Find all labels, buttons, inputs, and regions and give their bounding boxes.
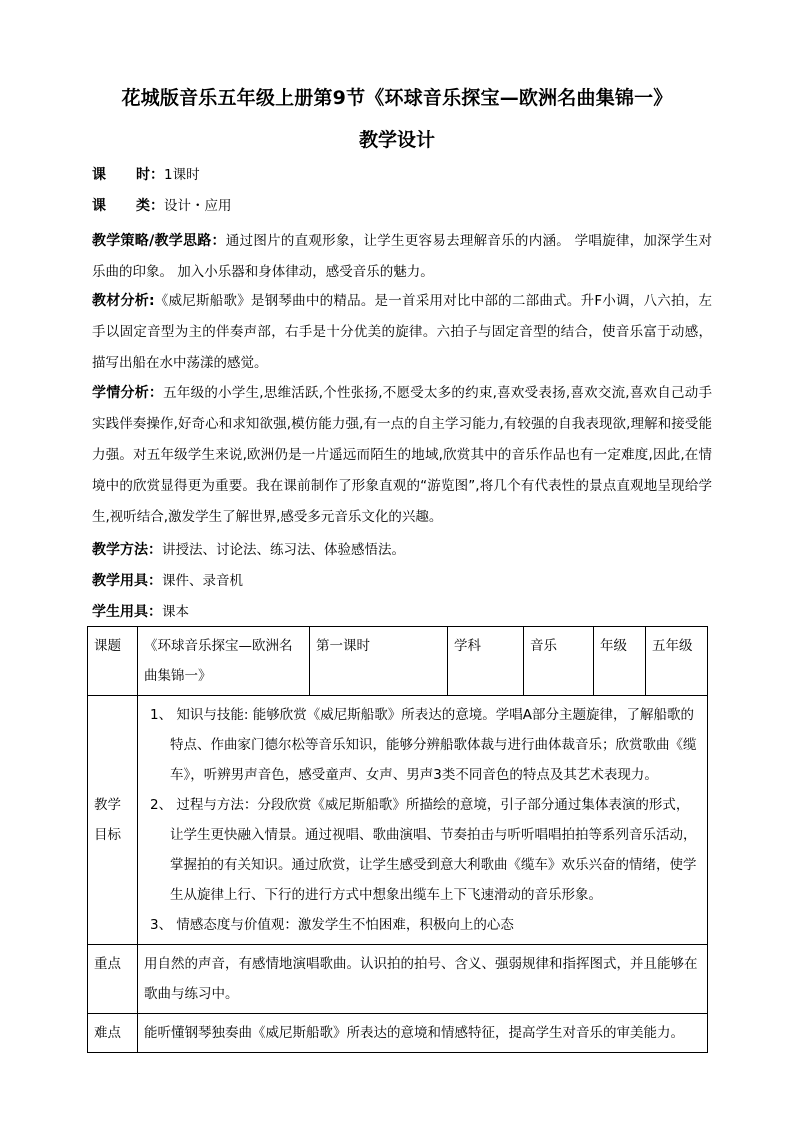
tools-line (92, 566, 712, 597)
class-hours-label-b: 时： (136, 167, 164, 183)
objectives-cell (138, 696, 708, 945)
method-text: 讲授法、讨论法、练习法、体验感悟法。 (162, 542, 405, 558)
material-label: 教材分析: (92, 293, 155, 309)
document-subtitle: 教学设计 (358, 129, 435, 151)
class-type-value: 设计・应用 (164, 198, 232, 214)
class-hours-label-a: 课 (92, 167, 106, 183)
table-cell-grade-value: 五年级 (646, 627, 708, 696)
lesson-plan-table (87, 626, 708, 1053)
objective-item: 3、 情感态度与价值观：激发学生不怕困难，积极向上的心态 (150, 917, 514, 933)
table-cell-subject-label: 学科 (448, 627, 524, 696)
strategy-text: 通过图片的直观形象，让学生更容易去理解音乐的内涵。 学唱旋律，加深学生对乐曲的印象。 加入小乐器和身体律动，感受音乐的魅力。 (92, 233, 712, 280)
class-hours-line (92, 160, 712, 191)
student-tools-line (92, 597, 712, 628)
class-type-label-a: 课 (92, 198, 106, 214)
table-row (88, 627, 708, 696)
method-line (92, 535, 712, 566)
keypoint-text: 用自然的声音，有感情地演唱歌曲。认识拍的拍号、含义、强弱规律和指挥图式，并且能够在歌曲与练习中。 (138, 945, 708, 1014)
class-hours-value: 1课时 (164, 167, 200, 183)
document-title: 花城版音乐五年级上册第9节《环球音乐探宝—欧洲名曲集锦一》 (121, 87, 673, 109)
method-label: 教学方法： (92, 542, 162, 558)
table-row (88, 696, 708, 945)
student-tools-label: 学生用具： (92, 604, 162, 620)
tools-label: 教学用具： (92, 573, 162, 589)
student-analysis-paragraph (92, 378, 712, 533)
table-cell-topic-label: 课题 (88, 627, 138, 696)
difficulty-label: 难点 (88, 1014, 138, 1053)
table-row (88, 945, 708, 1014)
table-cell-topic-value: 《环球音乐探宝—欧洲名曲集锦一》 (138, 627, 310, 696)
material-text: 《威尼斯船歌》是钢琴曲中的精品。是一首采用对比中部的二部曲式。升F小调，八六拍，左手以固定音型为主的伴奏声部，右手是十分优美的旋律。六拍子与固定音型的结合，使音乐富于动感，描写出船在水中荡漾的感觉。 (92, 293, 712, 371)
class-type-line (92, 191, 712, 222)
table-cell-lesson: 第一课时 (310, 627, 448, 696)
material-paragraph (92, 286, 712, 379)
table-cell-subject-value: 音乐 (524, 627, 594, 696)
table-row (88, 1014, 708, 1053)
objective-item: 2、 过程与方法：分段欣赏《威尼斯船歌》所描绘的意境，引子部分通过集体表演的形式，让学生更快融入情景。通过视唱、歌曲演唱、节奏拍击与听听唱唱拍拍等系列音乐活动，掌握拍的有关知识。通过欣赏，让学生感受到意大利歌曲《缆车》欢乐兴奋的情绪，使学生从旋律上行、下行的进行方式中想象出缆车上下飞速滑动的音乐形象。 (150, 797, 697, 903)
student-analysis-label: 学情分析： (92, 385, 164, 401)
objective-item: 1、 知识与技能: 能够欣赏《威尼斯船歌》所表达的意境。学唱A部分主题旋律，了解船歌的特点、作曲家门德尔松等音乐知识，能够分辨船歌体裁与进行曲体裁音乐；欣赏歌曲《缆车》，听辨男声音色，感受童声、女声、男声3类不同音色的特点及其艺术表现力。 (150, 707, 697, 783)
student-analysis-text: 五年级的小学生,思维活跃,个性张扬,不愿受太多的约束,喜欢受表扬,喜欢交流,喜欢自己动手实践伴奏操作,好奇心和求知欲强,模仿能力强,有一点的自主学习能力,有较强的自我表现欲,理解和接受能力强。对五年级学生来说,欧洲仍是一片遥远而陌生的地域,欣赏其中的音乐作品也有一定难度,因此,在情境中的欣赏显得更为重要。我在课前制作了形象直观的“游览图”,将几个有代表性的景点直观地呈现给学生,视听结合,激发学生了解世界,感受多元音乐文化的兴趣。 (92, 385, 712, 525)
strategy-paragraph (92, 226, 712, 288)
keypoint-label: 重点 (88, 945, 138, 1014)
student-tools-text: 课本 (162, 604, 189, 620)
objectives-label: 教学目标 (88, 696, 138, 945)
table-cell-grade-label: 年级 (594, 627, 646, 696)
strategy-label: 教学策略/教学思路： (92, 233, 226, 249)
tools-text: 课件、录音机 (162, 573, 243, 589)
difficulty-text: 能听懂钢琴独奏曲《威尼斯船歌》所表达的意境和情感特征，提高学生对音乐的审美能力。 (138, 1014, 708, 1053)
class-type-label-b: 类： (136, 198, 164, 214)
